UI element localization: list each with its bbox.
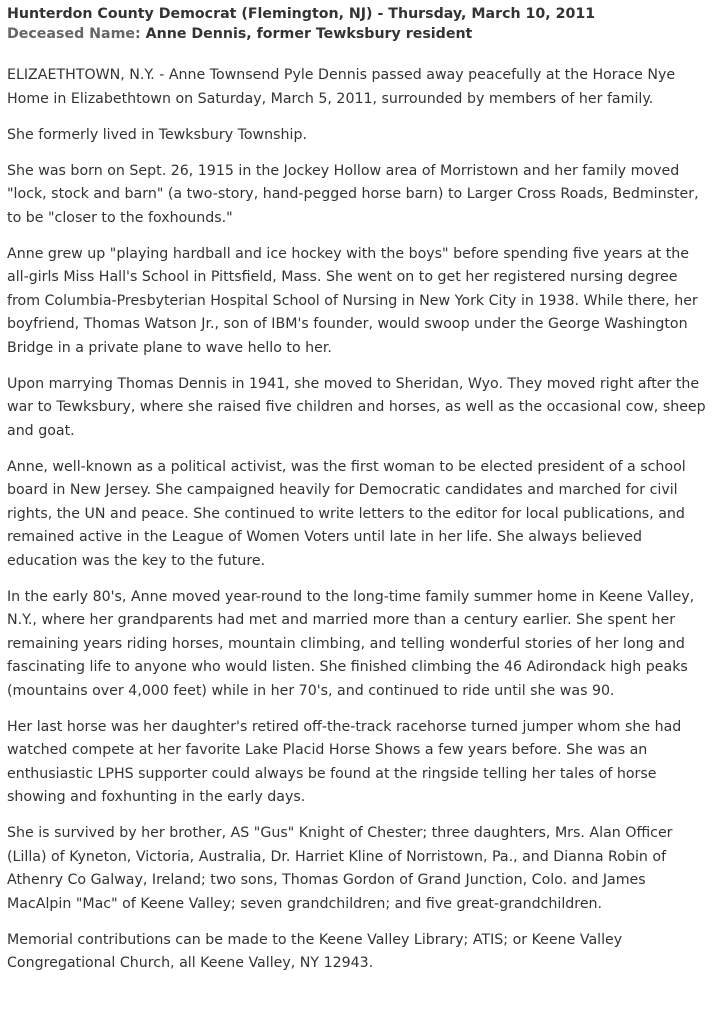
body-paragraph: Her last horse was her daughter's retired off-the-track racehorse turned jumper whom she had watched compete at her favorite Lake Placid Horse Shows a few years before. She was an enthusiastic LPHS supporter could always be found at the ringside telling her tales of horse showing and foxhunting in the early days. (7, 718, 682, 805)
body-paragraph: Upon marrying Thomas Dennis in 1941, she moved to Sheridan, Wyo. They moved right after the war to Tewksbury, where she raised five children and horses, as well as the occasional cow, sheep and goat. (7, 375, 706, 439)
body-paragraph: Memorial contributions can be made to the Keene Valley Library; ATIS; or Keene Valley Congregational Church, all Keene Valley, NY 12943. (7, 931, 623, 971)
body-paragraph: In the early 80's, Anne moved year-round to the long-time family summer home in Keene Valley, N.Y., where her grandparents had met and married more than a century earlier. She spent her remaining years riding horses, mountain climbing, and telling wonderful stories of her long and fascinating life to anyone who would listen. She finished climbing the 46 Adirondack high peaks (mountains over 4,000 feet) while in her 70's, and continued to ride until she was 90. (7, 588, 695, 699)
body-paragraph: ELIZAETHTOWN, N.Y. - Anne Townsend Pyle Dennis passed away peacefully at the Horace Nye Home in Elizabethtown on Saturday, March 5, 2011, surrounded by members of her family. (7, 67, 676, 107)
deceased-name-line (7, 24, 707, 44)
body-paragraph: Anne grew up "playing hardball and ice hockey with the boys" before spending five years at the all-girls Miss Hall's School in Pittsfield, Mass. She went on to get her registered nursing degree from Columbia-Presbyterian Hospital School of Nursing in New York City in 1938. While there, her boyfriend, Thomas Watson Jr., son of IBM's founder, would swoop under the George Washington Bridge in a private plane to wave hello to her. (7, 245, 698, 356)
article-header (7, 4, 707, 44)
body-paragraph: She is survived by her brother, AS "Gus" Knight of Chester; three daughters, Mrs. Alan Officer (Lilla) of Kyneton, Victoria, Australia, Dr. Harriet Kline of Norristown, Pa., and Dianna Robin of Athenry Co Galway, Ireland; two sons, Thomas Gordon of Grand Junction, Colo. and James MacAlpin "Mac" of Keene Valley; seven grandchildren; and five great-grandchildren. (7, 825, 673, 912)
article-body (7, 64, 707, 976)
body-paragraph: She formerly lived in Tewksbury Township. (7, 126, 307, 143)
deceased-name-label: Deceased Name: (7, 26, 141, 42)
deceased-name-value: Anne Dennis, former Tewksbury resident (145, 26, 473, 42)
publication-line: Hunterdon County Democrat (Flemington, NJ) - Thursday, March 10, 2011 (7, 6, 596, 22)
body-paragraph: She was born on Sept. 26, 1915 in the Jockey Hollow area of Morristown and her family moved "lock, stock and barn" (a two-story, hand-pegged horse barn) to Larger Cross Roads, Bedminster, to be "closer to the foxhounds." (7, 162, 699, 226)
body-paragraph: Anne, well-known as a political activist, was the first woman to be elected president of a school board in New Jersey. She campaigned heavily for Democratic candidates and marched for civil rights, the UN and peace. She continued to write letters to the editor for local publications, and remained active in the League of Women Voters until late in her life. She always believed education was the key to the future. (7, 458, 686, 569)
